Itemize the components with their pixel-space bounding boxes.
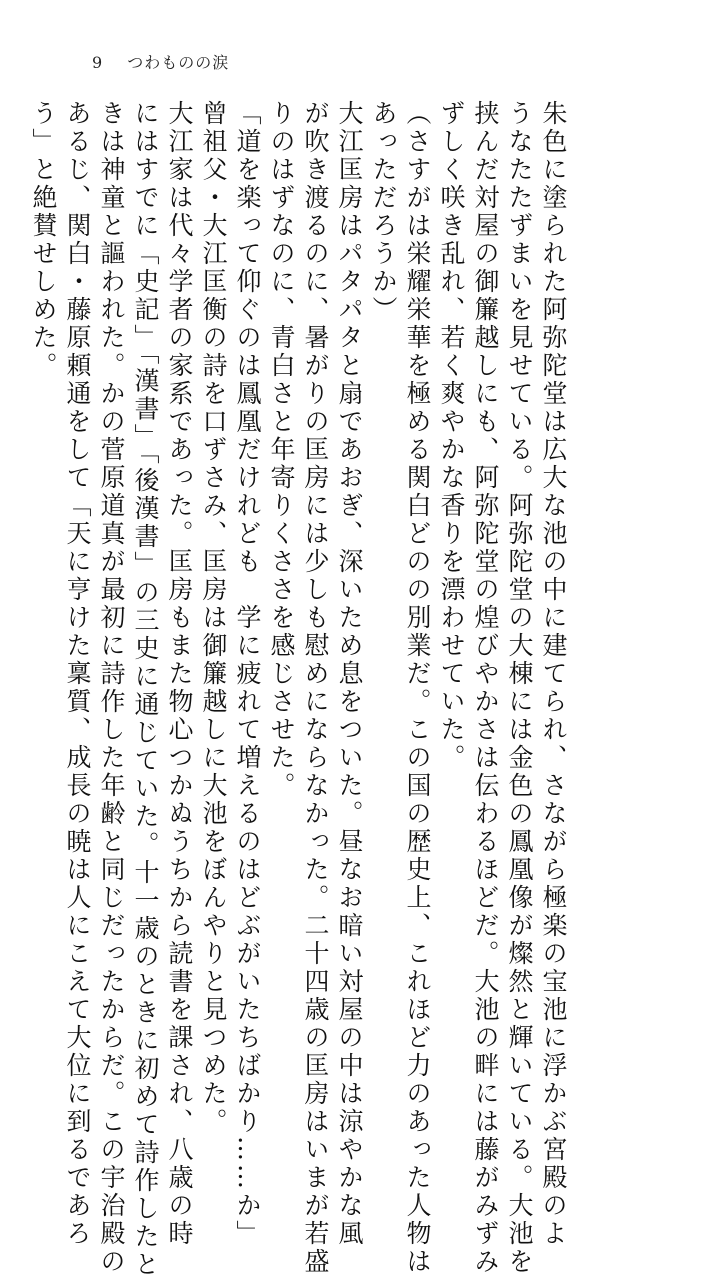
text-line: 大江匡房はパタパタと扇であおぎ、深いため息をついた。昼なお暗い対屋の中は涼やかな風	[335, 100, 364, 1248]
text-line: 「道を楽って仰ぐのは鳳凰だけれども 学に疲れて増えるのはどぶがいたちばかり……か」	[233, 100, 262, 1248]
chapter-title: つわものの涙	[127, 53, 230, 72]
text-line: 曾祖父・大江匡衡の詩を口ずさみ、匡房は御簾越しに大池をぼんやりと見つめた。	[199, 100, 228, 1136]
text-line: あるじ、関白・藤原頼通をして「天に亨けた稟質、成長の暁は人にこえて大位に到るであろ	[63, 100, 92, 1248]
vertical-text-body	[29, 100, 570, 1279]
text-line: りのはずなのに、青白さと年寄りくささを感じさせた。	[267, 100, 296, 800]
text-line: きは神童と謳われた。かの菅原道真が最初に詩作した年齢と同じだったからだ。この宇治殿の	[97, 100, 126, 1276]
text-line: 挟んだ対屋の御簾越しにも、阿弥陀堂の煌びやかさは伝わるほどだ。大池の畔には藤がみずみ	[471, 100, 500, 1276]
text-line: あっただろうか）	[369, 100, 398, 324]
text-line: うなたたずまいを見せている。阿弥陀堂の大棟には金色の鳳凰像が燦然と輝いている。大池を	[505, 100, 534, 1276]
text-line: ずしく咲き乱れ、若く爽やかな香りを漂わせていた。	[437, 100, 466, 772]
text-line: （さすがは栄耀栄華を極める関白どのの別業だ。この国の歴史上、これほど力のあった人物は	[403, 100, 432, 1276]
text-line: う」と絶賛せしめた。	[29, 100, 58, 380]
text-line: 大江家は代々学者の家系であった。匡房もまた物心つかぬうちから読書を課され、八歳の時	[165, 100, 194, 1248]
running-header	[92, 50, 229, 73]
text-line: が吹き渡るのに、暑がりの匡房には少しも慰めにならなかった。二十四歳の匡房はいまが若盛	[301, 100, 330, 1276]
text-line: 朱色に塗られた阿弥陀堂は広大な池の中に建てられ、さながら極楽の宝池に浮かぶ宮殿のよ	[539, 100, 568, 1248]
page-number: 9	[92, 53, 104, 72]
text-line: にはすでに「史記」「漢書」「後漢書」の三史に通じていた。十一歳のときに初めて詩作したと	[131, 100, 160, 1279]
